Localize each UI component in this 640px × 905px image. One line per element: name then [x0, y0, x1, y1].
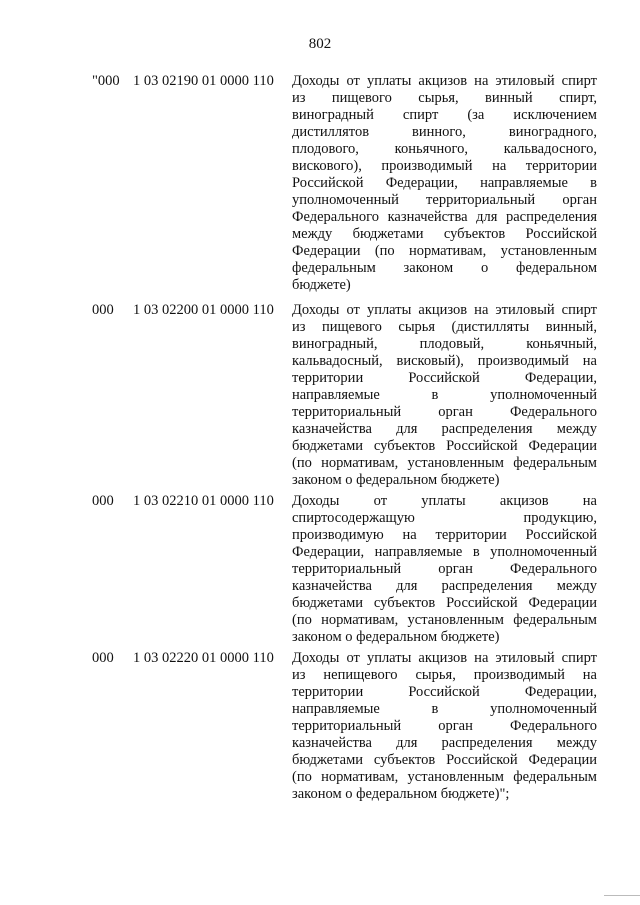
- description-line: Доходы от уплаты акцизов на этиловый спирт: [292, 650, 597, 666]
- revenue-description: [292, 73, 597, 294]
- budget-classification-code: 1 03 02200 01 0000 110: [133, 302, 274, 318]
- description-line: территориальный орган Федерального: [292, 718, 597, 734]
- description-line: бюджетами субъектов Российской Федерации: [292, 752, 597, 768]
- description-line: производимую на территории Российской: [292, 527, 597, 543]
- revenue-description: [292, 650, 597, 803]
- page-number: 802: [308, 36, 332, 52]
- description-line: Федерального казначейства для распределения: [292, 209, 597, 225]
- description-line: федеральным законом о федеральном: [292, 260, 597, 276]
- description-line: бюджетами субъектов Российской Федерации: [292, 438, 597, 454]
- description-line: территории Российской Федерации,: [292, 684, 597, 700]
- description-line: из пищевого сырья, винный спирт,: [292, 90, 597, 106]
- description-line: из пищевого сырья (дистилляты винный,: [292, 319, 597, 335]
- description-line: между бюджетами субъектов Российской: [292, 226, 597, 242]
- description-line: направляемые в уполномоченный: [292, 701, 597, 717]
- description-line: бюджетами субъектов Российской Федерации: [292, 595, 597, 611]
- description-line: Доходы от уплаты акцизов на: [292, 493, 597, 509]
- description-line: из непищевого сырья, производимый на: [292, 667, 597, 683]
- description-line: (по нормативам, установленным федеральным: [292, 612, 597, 628]
- description-line: виноградный, плодовый, коньячный,: [292, 336, 597, 352]
- description-line: территории Российской Федерации,: [292, 370, 597, 386]
- admin-code: 000: [92, 650, 114, 666]
- description-line: кальвадосный, висковый), производимый на: [292, 353, 597, 369]
- description-line: виноградный спирт (за исключением: [292, 107, 597, 123]
- scan-edge-line: [604, 895, 640, 896]
- description-line: казначейства для распределения между: [292, 735, 597, 751]
- budget-classification-code: 1 03 02190 01 0000 110: [133, 73, 274, 89]
- description-line: направляемые в уполномоченный: [292, 387, 597, 403]
- description-line: уполномоченный территориальный орган: [292, 192, 597, 208]
- description-line: дистиллятов винного, виноградного,: [292, 124, 597, 140]
- description-line: плодового, коньячного, кальвадосного,: [292, 141, 597, 157]
- description-line: Федерации, направляемые в уполномоченный: [292, 544, 597, 560]
- description-line: Федерации (по нормативам, установленным: [292, 243, 597, 259]
- description-line: Доходы от уплаты акцизов на этиловый спирт: [292, 302, 597, 318]
- description-line: казначейства для распределения между: [292, 578, 597, 594]
- description-line: вискового), производимый на территории: [292, 158, 597, 174]
- description-line: бюджете): [292, 277, 351, 293]
- budget-classification-code: 1 03 02220 01 0000 110: [133, 650, 274, 666]
- description-line: законом о федеральном бюджете): [292, 629, 500, 645]
- revenue-description: [292, 302, 597, 489]
- revenue-description: [292, 493, 597, 646]
- admin-code: 000: [92, 302, 114, 318]
- description-line: законом о федеральном бюджете): [292, 472, 500, 488]
- description-line: Российской Федерации, направляемые в: [292, 175, 597, 191]
- budget-classification-code: 1 03 02210 01 0000 110: [133, 493, 274, 509]
- description-line: территориальный орган Федерального: [292, 404, 597, 420]
- admin-code: 000: [92, 493, 114, 509]
- description-line: Доходы от уплаты акцизов на этиловый спирт: [292, 73, 597, 89]
- description-line: спиртосодержащую продукцию,: [292, 510, 597, 526]
- description-line: казначейства для распределения между: [292, 421, 597, 437]
- description-line: (по нормативам, установленным федеральным: [292, 769, 597, 785]
- description-line: законом о федеральном бюджете)";: [292, 786, 510, 802]
- admin-code: "000: [92, 73, 120, 89]
- description-line: (по нормативам, установленным федеральным: [292, 455, 597, 471]
- description-line: территориальный орган Федерального: [292, 561, 597, 577]
